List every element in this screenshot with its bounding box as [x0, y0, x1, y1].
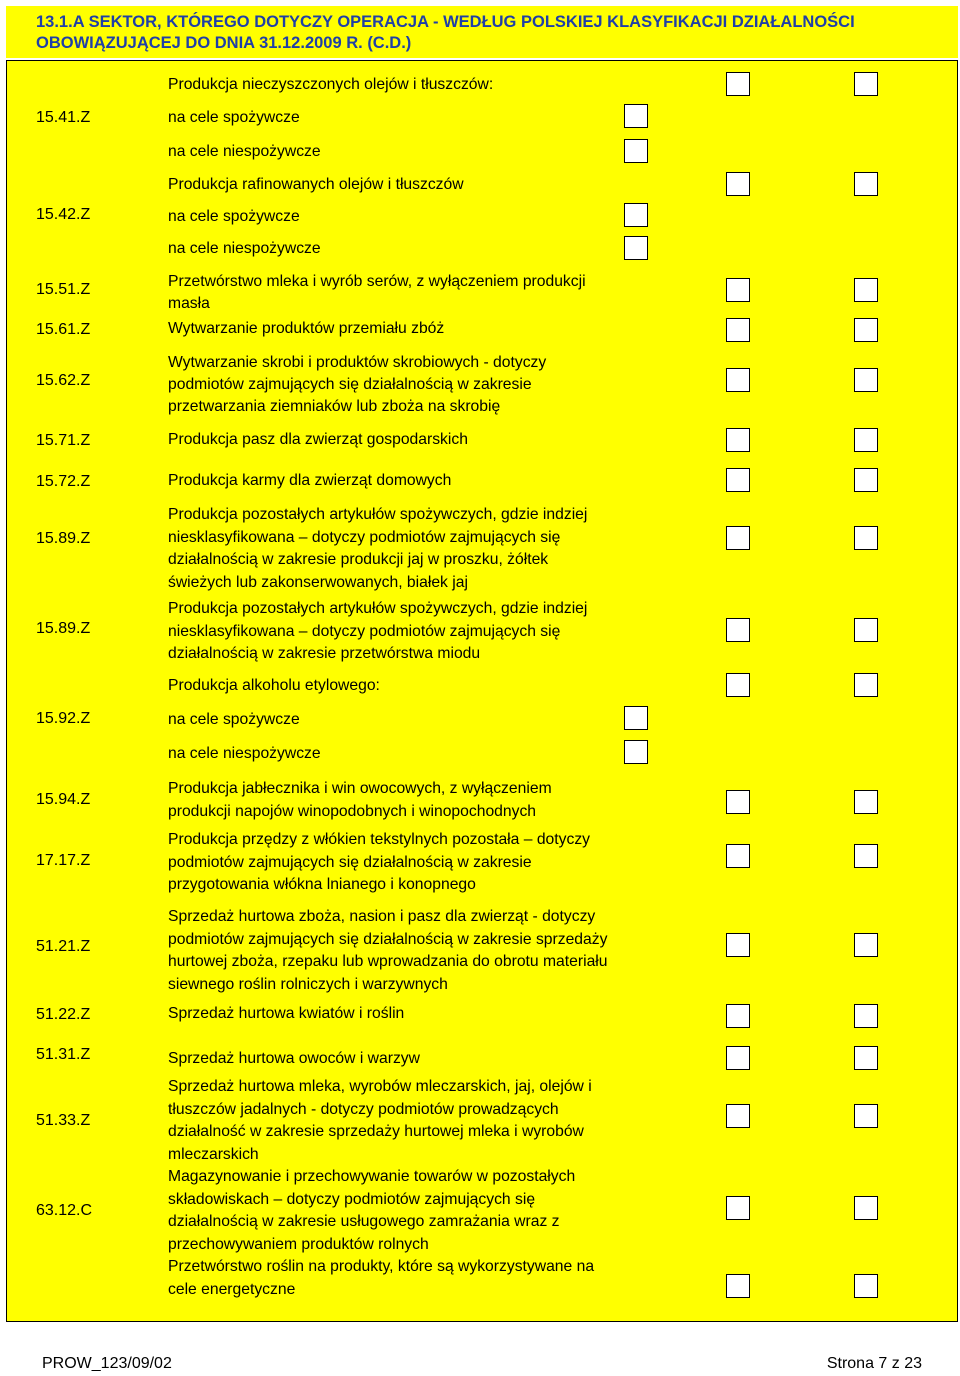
checkbox-col-1[interactable]: [726, 1196, 750, 1220]
sub-option-label: na cele spożywcze: [168, 711, 300, 728]
row-line: podmiotów zajmujących się działalnością w zakresie: [168, 853, 532, 871]
section-heading-line-1: 13.1.A SEKTOR, KTÓREGO DOTYCZY OPERACJA - WEDŁUG POLSKIEJ KLASYFIKACJI DZIAŁALNOŚCI: [36, 13, 855, 31]
row-line: Produkcja karmy dla zwierząt domowych: [168, 472, 452, 489]
checkbox-col-1[interactable]: [726, 844, 750, 868]
row-line: Magazynowanie i przechowywanie towarów w pozostałych: [168, 1168, 576, 1185]
row-line: Produkcja alkoholu etylowego:: [168, 677, 380, 694]
row-line: Produkcja pozostałych artykułów spożywczych, gdzie indziej: [168, 600, 588, 617]
checkbox-col-2[interactable]: [854, 673, 878, 697]
checkbox-sub-nonfood[interactable]: [624, 139, 648, 163]
row-code: 15.61.Z: [36, 321, 91, 338]
checkbox-sub-food[interactable]: [624, 706, 648, 730]
checkbox-col-1[interactable]: [726, 790, 750, 814]
row-line: przygotowania włókna lnianego i konopnego: [168, 876, 476, 893]
row-description: [168, 352, 546, 418]
row-line: podmiotów zajmujących się działalnością w zakresie: [168, 376, 532, 393]
row-description: [168, 598, 587, 666]
row-code: 15.51.Z: [36, 281, 91, 298]
checkbox-col-2[interactable]: [854, 526, 878, 550]
checkbox-col-2[interactable]: [854, 172, 878, 196]
row-line: świeżych lub zakonserwowanych, białek jaj: [168, 573, 468, 591]
row-description: [168, 906, 608, 996]
row-line: Produkcja jabłecznika i win owocowych, z wyłączeniem: [168, 780, 552, 797]
checkbox-col-2[interactable]: [854, 933, 878, 957]
row-line: przechowywaniem produktów rolnych: [168, 1235, 429, 1253]
row-line: składowiskach – dotyczy podmiotów zajmujących się: [168, 1190, 536, 1208]
row-line: niesklasyfikowana – dotyczy podmiotów zajmujących się: [168, 622, 561, 640]
checkbox-col-1[interactable]: [726, 72, 750, 96]
row-description: [168, 1256, 594, 1301]
checkbox-sub-nonfood[interactable]: [624, 236, 648, 260]
row-line: Wytwarzanie skrobi i produktów skrobiowych - dotyczy: [168, 354, 547, 371]
row-line: Sprzedaż hurtowa owoców i warzyw: [168, 1050, 420, 1067]
checkbox-col-2[interactable]: [854, 1104, 878, 1128]
row-code: 15.92.Z: [36, 710, 91, 727]
row-code: 15.89.Z: [36, 530, 91, 547]
checkbox-col-2[interactable]: [854, 1274, 878, 1298]
checkbox-col-2[interactable]: [854, 428, 878, 452]
section-heading-line-2: OBOWIĄZUJĄCEJ DO DNIA 31.12.2009 R. (C.D.): [36, 34, 412, 52]
row-line: Produkcja przędzy z włókien tekstylnych pozostała – dotyczy: [168, 831, 591, 848]
row-line: Sprzedaż hurtowa zboża, nasion i pasz dla zwierząt - dotyczy: [168, 908, 596, 925]
checkbox-col-1[interactable]: [726, 468, 750, 492]
row-description: [168, 829, 590, 897]
row-code: 15.71.Z: [36, 432, 91, 449]
row-line: Przetwórstwo roślin na produkty, które są wykorzystywane na: [168, 1258, 595, 1275]
row-code: 63.12.C: [36, 1202, 93, 1219]
checkbox-col-1[interactable]: [726, 526, 750, 550]
row-code: 17.17.Z: [36, 852, 91, 869]
checkbox-col-1[interactable]: [726, 172, 750, 196]
row-description: [168, 74, 493, 97]
row-line: Produkcja nieczyszczonych olejów i tłuszczów:: [168, 76, 494, 93]
checkbox-col-2[interactable]: [854, 618, 878, 642]
checkbox-col-1[interactable]: [726, 1046, 750, 1070]
row-line: przetwarzania ziemniaków lub zboża na skrobię: [168, 398, 501, 415]
row-line: produkcji napojów winopodobnych i winopochodnych: [168, 802, 537, 820]
row-line: działalnością w zakresie usługowego zamrażania wraz z: [168, 1213, 560, 1230]
checkbox-sub-food[interactable]: [624, 104, 648, 128]
row-line: Sprzedaż hurtowa mleka, wyrobów mleczarskich, jaj, olejów i: [168, 1078, 592, 1095]
row-description: [168, 675, 380, 698]
row-code: 15.42.Z: [36, 206, 91, 223]
checkbox-col-2[interactable]: [854, 1196, 878, 1220]
sub-option-label: na cele niespożywcze: [168, 745, 321, 762]
checkbox-col-2[interactable]: [854, 278, 878, 302]
row-line: Przetwórstwo mleka i wyrób serów, z wyłączeniem produkcji: [168, 273, 586, 290]
sub-option-label: na cele spożywcze: [168, 208, 300, 225]
checkbox-col-1[interactable]: [726, 673, 750, 697]
row-description: [168, 318, 444, 341]
row-code: 15.41.Z: [36, 109, 91, 126]
checkbox-sub-food[interactable]: [624, 203, 648, 227]
row-line: hurtowej zboża, rzepaku lub wprowadzania do obrotu materiału: [168, 953, 608, 970]
row-description: [168, 1003, 404, 1026]
row-line: Wytwarzanie produktów przemiału zbóż: [168, 320, 445, 337]
row-line: tłuszczów jadalnych - dotyczy podmiotów prowadzących: [168, 1100, 559, 1118]
checkbox-col-1[interactable]: [726, 618, 750, 642]
checkbox-sub-nonfood[interactable]: [624, 740, 648, 764]
checkbox-col-1[interactable]: [726, 428, 750, 452]
checkbox-col-1[interactable]: [726, 1004, 750, 1028]
row-line: Produkcja pozostałych artykułów spożywczych, gdzie indziej: [168, 506, 588, 523]
checkbox-col-1[interactable]: [726, 1104, 750, 1128]
row-line: działalnością w zakresie przetwórstwa miodu: [168, 645, 481, 662]
page-number: Strona 7 z 23: [826, 1355, 922, 1372]
checkbox-col-2[interactable]: [854, 468, 878, 492]
form-id: PROW_123/09/02: [42, 1355, 172, 1372]
checkbox-col-2[interactable]: [854, 790, 878, 814]
row-description: [168, 1048, 420, 1071]
checkbox-col-1[interactable]: [726, 318, 750, 342]
checkbox-col-2[interactable]: [854, 318, 878, 342]
row-code: 15.72.Z: [36, 473, 91, 490]
row-line: mleczarskich: [168, 1145, 259, 1163]
row-line: podmiotów zajmujących się działalnością w zakresie sprzedaży: [168, 930, 608, 948]
row-line: niesklasyfikowana – dotyczy podmiotów zajmujących się: [168, 528, 561, 546]
row-line: cele energetyczne: [168, 1280, 296, 1298]
row-description: [168, 778, 552, 823]
row-code: 51.31.Z: [36, 1046, 91, 1063]
row-description: [168, 504, 587, 594]
row-line: siewnego roślin rolniczych i warzywnych: [168, 975, 448, 993]
row-code: 15.62.Z: [36, 372, 91, 389]
row-line: działalnością w zakresie produkcji jaj w proszku, żółtek: [168, 551, 549, 568]
row-line: masła: [168, 295, 210, 312]
checkbox-col-2[interactable]: [854, 368, 878, 392]
checkbox-col-1[interactable]: [726, 933, 750, 957]
row-description: [168, 470, 451, 493]
sub-option-label: na cele niespożywcze: [168, 143, 321, 160]
row-line: Produkcja rafinowanych olejów i tłuszczów: [168, 176, 464, 193]
sub-option-label: na cele spożywcze: [168, 109, 300, 126]
row-description: [168, 271, 586, 315]
row-line: Sprzedaż hurtowa kwiatów i roślin: [168, 1005, 405, 1022]
row-description: [168, 1166, 575, 1256]
checkbox-col-1[interactable]: [726, 278, 750, 302]
row-description: [168, 1076, 592, 1166]
checkbox-col-2[interactable]: [854, 844, 878, 868]
row-code: 51.33.Z: [36, 1112, 91, 1129]
row-line: działalność w zakresie sprzedaży hurtowej mleka i wyrobów: [168, 1123, 584, 1140]
checkbox-col-2[interactable]: [854, 1004, 878, 1028]
row-code: 15.89.Z: [36, 620, 91, 637]
checkbox-col-1[interactable]: [726, 368, 750, 392]
row-code: 51.22.Z: [36, 1006, 91, 1023]
row-code: 15.94.Z: [36, 791, 91, 808]
row-description: [168, 174, 464, 197]
sub-option-label: na cele niespożywcze: [168, 240, 321, 257]
section-heading: [36, 12, 951, 54]
row-code: 51.21.Z: [36, 938, 91, 955]
checkbox-col-2[interactable]: [854, 1046, 878, 1070]
checkbox-col-2[interactable]: [854, 72, 878, 96]
row-line: Produkcja pasz dla zwierząt gospodarskich: [168, 431, 468, 448]
checkbox-col-1[interactable]: [726, 1274, 750, 1298]
row-description: [168, 429, 468, 452]
